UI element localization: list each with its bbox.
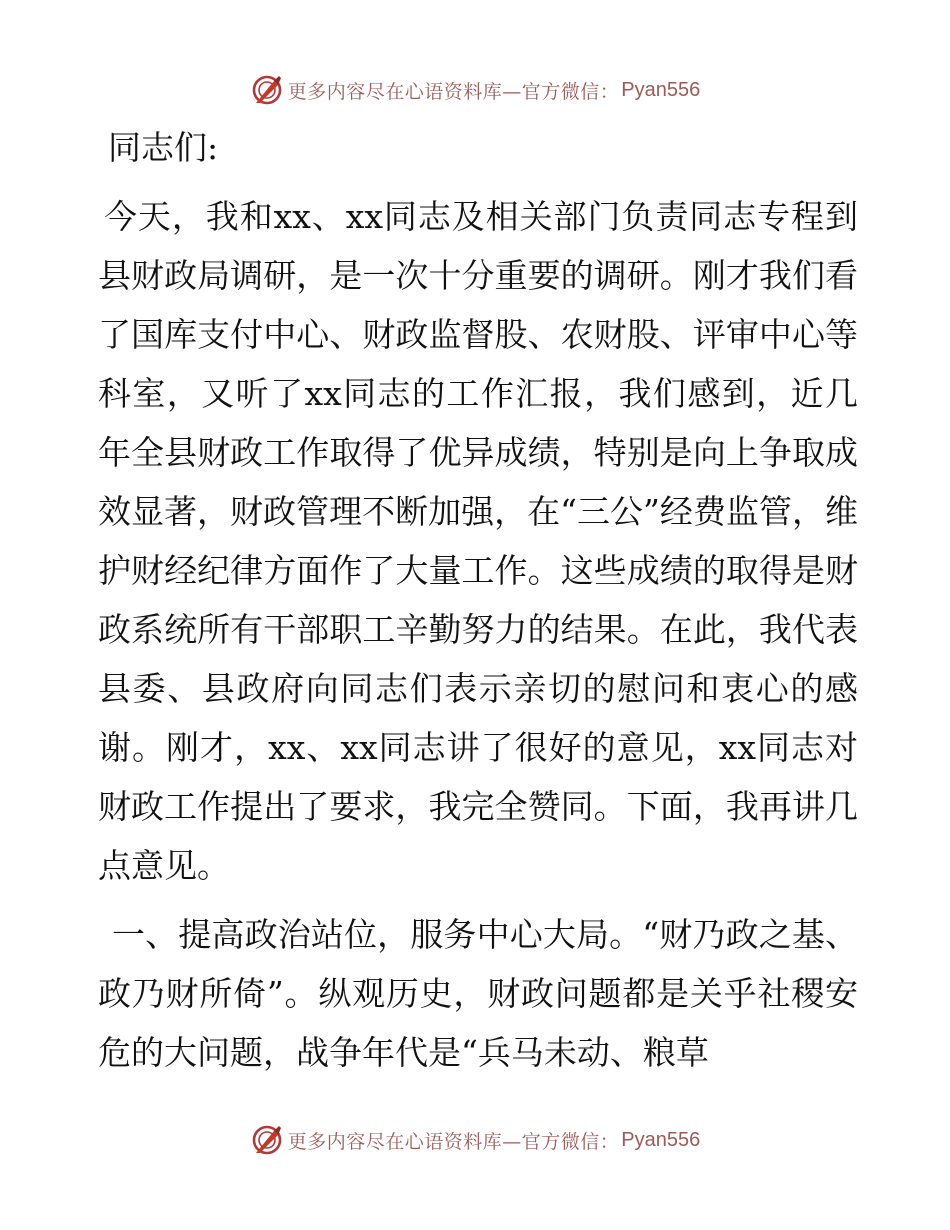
watermark-text: 更多内容尽在心语资料库—官方微信： [287, 80, 620, 103]
quill-seal-icon [250, 1123, 284, 1157]
footer-watermark [0, 1120, 950, 1160]
watermark-handle: Pyan556 [621, 78, 701, 101]
watermark-handle: Pyan556 [621, 1128, 701, 1151]
greeting: 同志们: [108, 128, 219, 167]
paragraph-intro: 今天，我和xx、xx同志及相关部门负责同志专程到县财政局调研，是一次十分重要的调研。刚才我们看了国库支付中心、财政监督股、农财股、评审中心等科室，又听了xx同志的工作汇报，我们感到，近几年全县财政工作取得了优异成绩，特别是向上争取成效显著，财政管理不断加强，在“三公”经费监管，维护财经纪律方面作了大量工作。这些成绩的取得是财政系统所有干部职工辛勤努力的结果。在此，我代表县委、县政府向同志们表示亲切的慰问和衷心的感谢。刚才，xx、xx同志讲了很好的意见，xx同志对财政工作提出了要求，我完全赞同。下面，我再讲几点意见。 [98, 197, 858, 885]
quill-seal-icon [250, 73, 284, 107]
paragraph-section-one: 一、提高政治站位，服务中心大局。“财乃政之基、政乃财所倚”。纵观历史，财政问题都是关乎社稷安危的大问题，战争年代是“兵马未动、粮草 [98, 915, 858, 1072]
header-watermark [0, 70, 950, 110]
document-body [98, 118, 858, 1082]
watermark-text: 更多内容尽在心语资料库—官方微信： [287, 1130, 620, 1153]
